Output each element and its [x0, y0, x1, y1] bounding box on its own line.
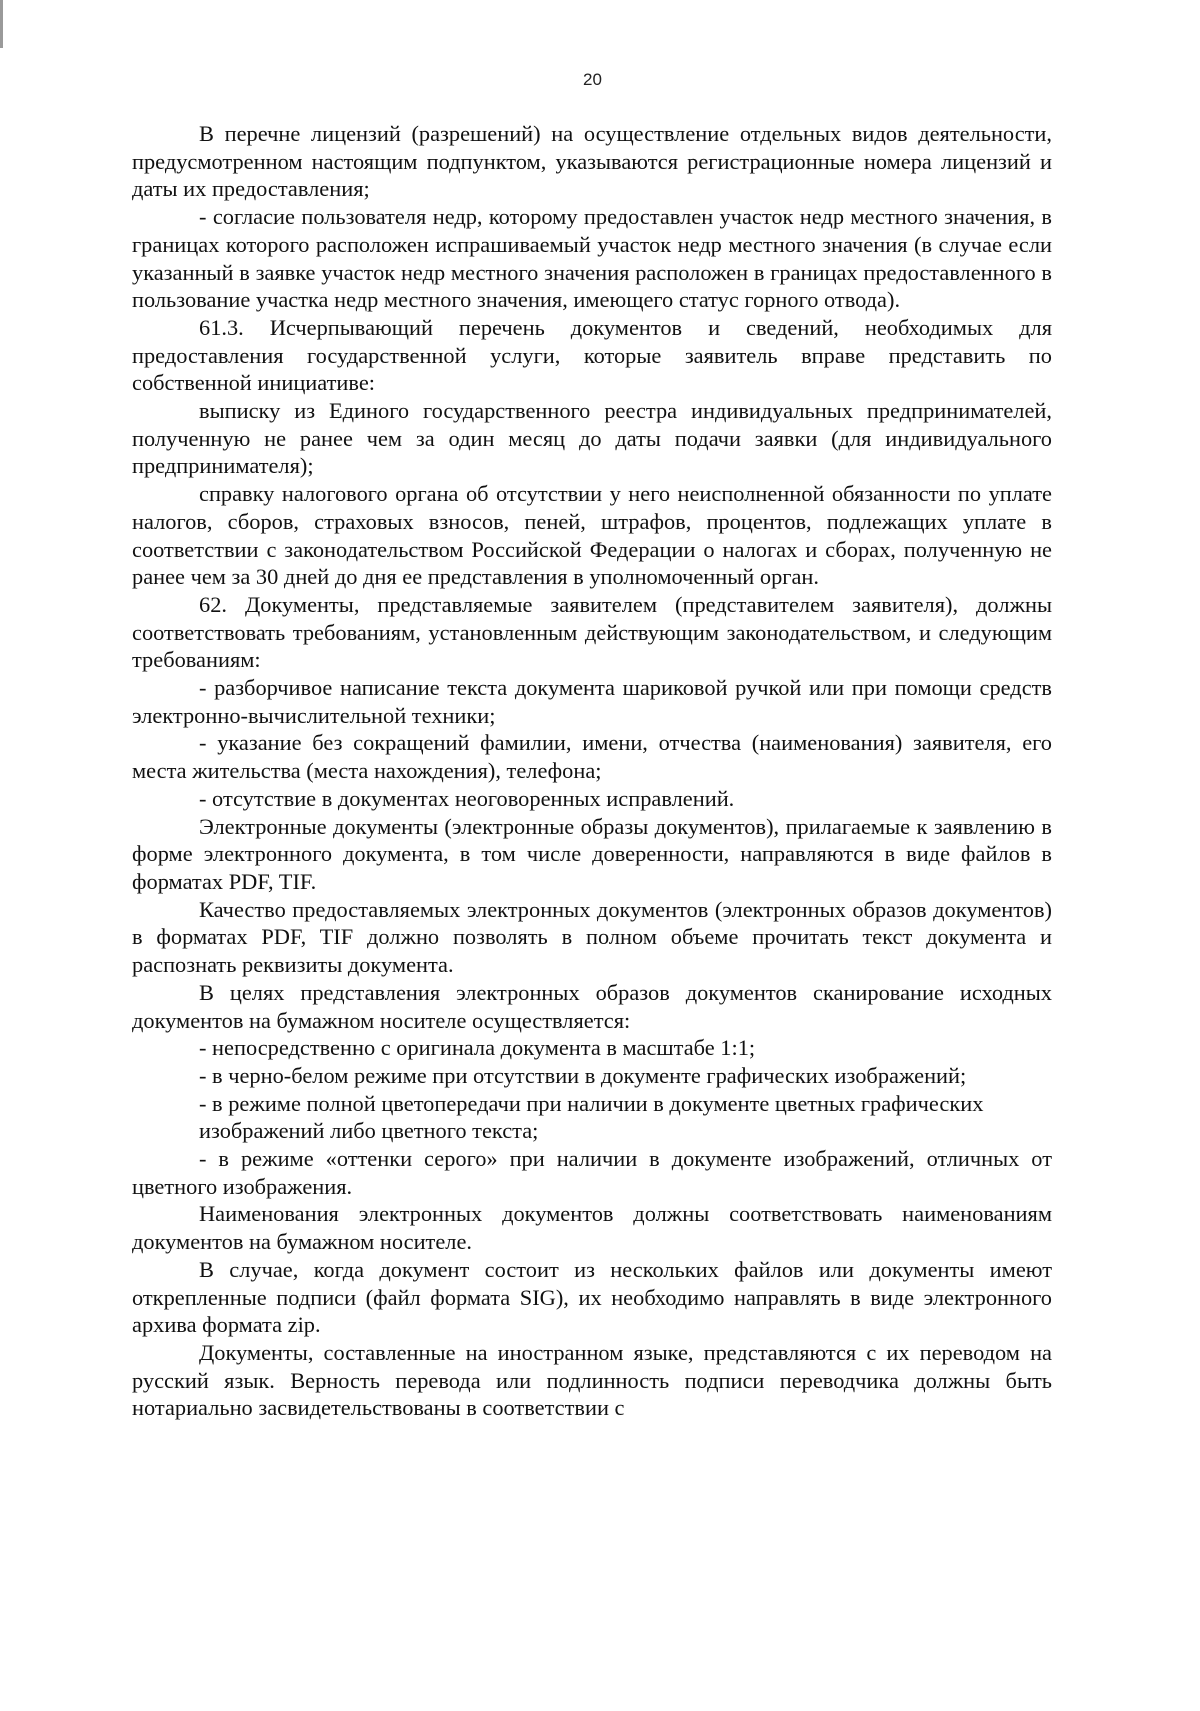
paragraph: - указание без сокращений фамилии, имени, отчества (наименования) заявителя, его места жительства (места нахождения), телефона; — [132, 730, 1052, 784]
body-text — [132, 120, 1052, 1422]
paragraph: Наименования электронных документов должны соответствовать наименованиям документов на бумажном носителе. — [132, 1201, 1052, 1255]
paragraph: 61.3. Исчерпывающий перечень документов и сведений, необходимых для предоставления государственной услуги, которые заявитель вправе представить по собственной инициативе: — [132, 314, 1052, 396]
paragraph: - в черно-белом режиме при отсутствии в документе графических изображений; — [199, 1062, 967, 1088]
paragraph: 62. Документы, представляемые заявителем (представителем заявителя), должны соответствовать требованиям, установленным действующим законодательством, и следующим требованиям: — [132, 591, 1052, 673]
page-number: 20 — [583, 70, 602, 89]
scan-edge-mark — [0, 0, 3, 48]
paragraph: - непосредственно с оригинала документа в масштабе 1:1; — [199, 1035, 756, 1061]
paragraph: - отсутствие в документах неоговоренных исправлений. — [199, 785, 735, 811]
paragraph: Документы, составленные на иностранном языке, представляются с их переводом на русский язык. Верность перевода или подлинность подписи переводчика должны быть нотариально засвидетельствованы в соответствии с — [132, 1339, 1052, 1421]
paragraph: В перечне лицензий (разрешений) на осуществление отдельных видов деятельности, предусмотренном настоящим подпунктом, указываются регистрационные номера лицензий и даты их предоставления; — [132, 121, 1052, 202]
paragraph: - разборчивое написание текста документа шариковой ручкой или при помощи средств электронно-вычислительной техники; — [132, 675, 1052, 728]
paragraph: - в режиме «оттенки серого» при наличии в документе изображений, отличных от цветного изображения. — [132, 1146, 1052, 1199]
paragraph: В целях представления электронных образов документов сканирование исходных документов на бумажном носителе осуществляется: — [132, 979, 1052, 1033]
paragraph: В случае, когда документ состоит из нескольких файлов или документы имеют открепленные подписи (файл формата SIG), их необходимо направлять в виде электронного архива формата zip. — [132, 1256, 1052, 1338]
paragraph: Электронные документы (электронные образы документов), прилагаемые к заявлению в форме электронного документа, в том числе доверенности, направляются в виде файлов в форматах PDF, TIF. — [132, 813, 1052, 894]
paragraph: - в режиме полной цветопередачи при наличии в документе цветных графических изображений либо цветного текста; — [199, 1090, 984, 1144]
paragraph: Качество предоставляемых электронных документов (электронных образов документов) в форматах PDF, TIF должно позволять в полном объеме прочитать текст документа и распознать реквизиты документа. — [132, 896, 1052, 978]
paragraph: справку налогового органа об отсутствии у него неисполненной обязанности по уплате налогов, сборов, страховых взносов, пеней, штрафов, процентов, подлежащих уплате в соответствии с законодательством Российской Федерации о налогах и сборах, полученную не ранее чем за 30 дней до дня ее представления в уполномоченный орган. — [132, 481, 1052, 590]
paragraph: выписку из Единого государственного реестра индивидуальных предпринимателей, полученную не ранее чем за один месяц до даты подачи заявки (для индивидуального предпринимателя); — [132, 398, 1052, 479]
paragraph: - согласие пользователя недр, которому предоставлен участок недр местного значения, в границах которого расположен испрашиваемый участок недр местного значения (в случае если указанный в заявке участок недр местного значения расположен в границах предоставленного в пользование участка недр местного значения, имеющего статус горного отвода). — [132, 204, 1052, 313]
